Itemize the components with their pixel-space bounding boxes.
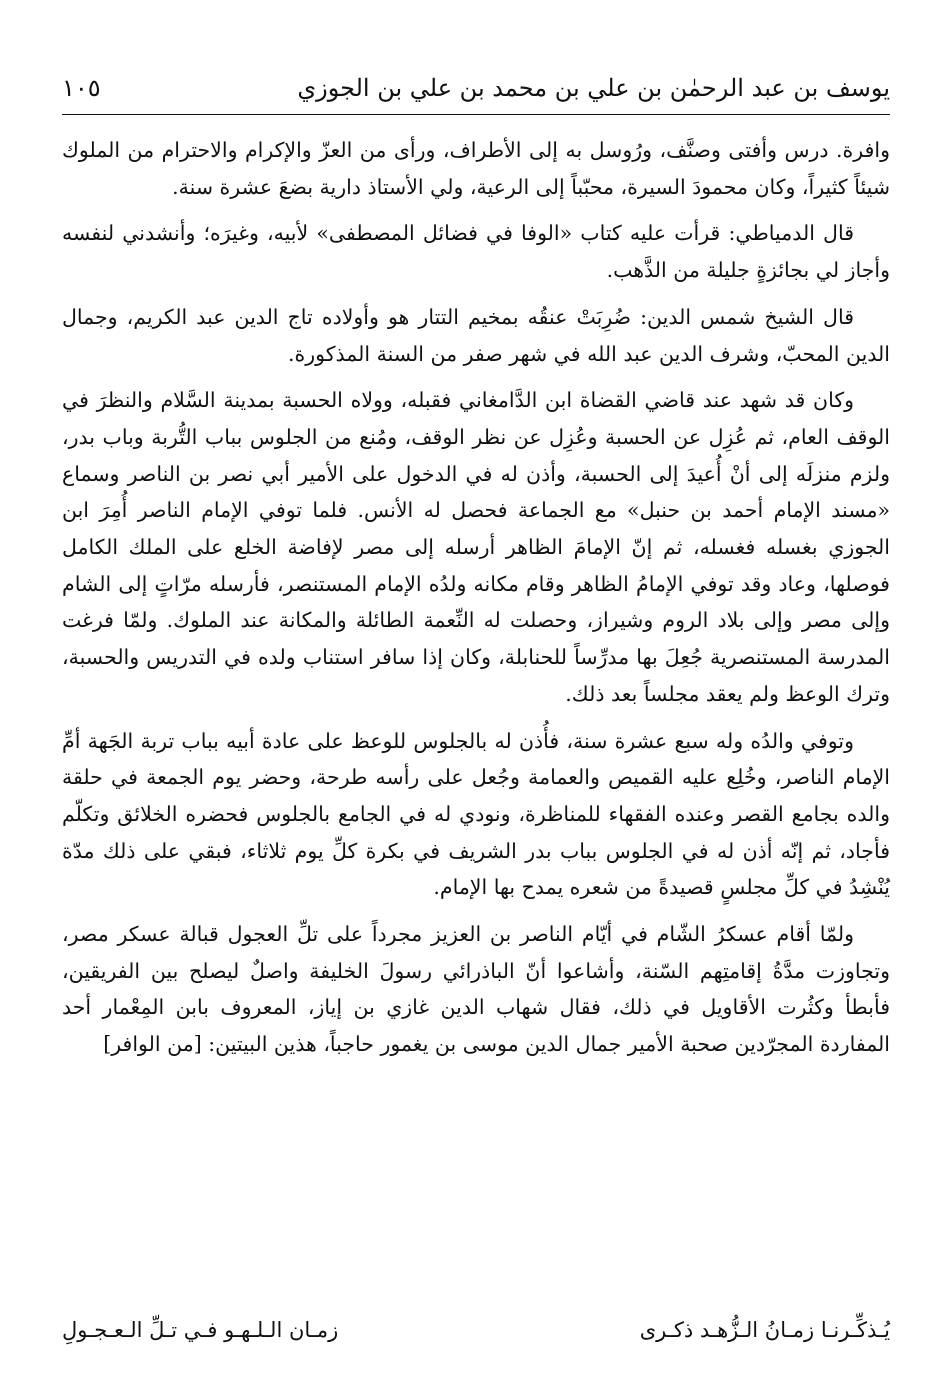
paragraph-father-death: وتوفي والدُه وله سبع عشرة سنة، فأُذن له بالجلوس للوعظ على عادة أبيه بباب تربة الجَهة أمِّ الإمام الناصر، وخُلِع عليه القميص والعمامة وجُعل على رأسه طرحة، وحضر يوم الجمعة في حلقة والده بجامع القصر وعنده الفقهاء للمناظرة، ونودي له في الجامع بالجلوس فحضره الخلائق وتكلّم فأجاد، ثم إنّه أذن له في الجلوس بباب بدر الشريف في بكرة كلِّ يوم ثلاثاء، فبقي على ذلك مدّة يُنْشِدُ في كلِّ مجلسٍ قصيدةً من شعره يمدح بها الإمام. xyxy=(62,728,890,900)
paragraph-career: وكان قد شهد عند قاضي القضاة ابن الدَّامغاني فقبله، وولاه الحسبة بمدينة السَّلام والنظرَ في الوقف العام، ثم عُزِل عن الحسبة وعُزِل عن نظر الوقف، ومُنع من الجلوس بباب التُّربة وباب بدر، ولزم منزلَه إلى أنْ أُعيدَ إلى الحسبة، وأذن له في الدخول على الأمير أبي نصر بن الناصر وسماع «مسند الإمام أحمد بن حنبل» مع الجماعة فحصل له الأنس. فلما توفي الإمام الناصر أُمِرَ ابن الجوزي بغسله فغسله، ثم إنّ الإمامَ الظاهر أرسله إلى مصر لإفاضة الخلع على الملك الكامل فوصلها، وعاد وقد توفي الإمامُ الظاهر وقام مكانه ولدُه الإمام المستنصر، فأرسله مرّاتٍ إلى الشام وإلى مصر وإلى بلاد الروم وشيراز، وحصلت له النِّعمة الطائلة والمكانة عند الملوك. ولمّا فرغت المدرسة المستنصرية جُعِلَ بها مدرِّساً للحنابلة، وكان إذا سافر استناب ولده في التدريس والحسبة، وترك الوعظ ولم يعقد مجلساً بعد ذلك. xyxy=(62,388,890,706)
paragraph-shams-al-din: قال الشيخ شمس الدين: ضُرِبَتْ عنقُه بمخيم التتار هو وأولاده تاج الدين عبد الكريم، وجمال الدين المحبّ، وشرف الدين عبد الله في شهر صفر من السنة المذكورة. xyxy=(62,304,890,366)
running-header xyxy=(62,70,890,106)
paragraph-dimyati: قال الدمياطي: قرأت عليه كتاب «الوفا في فضائل المصطفى» لأبيه، وغيرَه؛ وأنشدني لنفسه وأجاز لي بجائزةٍ جليلة من الذَّهب. xyxy=(62,221,890,283)
header-divider xyxy=(62,114,890,115)
verse-second-hemistich: زمـان الـلـهـو فـي تـلِّ الـعـجـولِ xyxy=(62,1318,339,1342)
paragraph-army-of-sham: ولمّا أقام عسكرُ الشّام في أيّام الناصر بن العزيز مجرداً على تلِّ العجول قبالة عسكر مصر، وتجاوزت مدَّةُ إقامتِهم السّنة، وأشاعوا أنّ الباذرائي رسولَ الخليفة واصلٌ ليصلح بين الفريقين، فأبطأ وكثُرت الأقاويل في ذلك، فقال شهاب الدين غازي بن إياز، المعروف بابن المِعْمار أحد المفاردة المجرّدين صحبة الأمير جمال الدين موسى بن يغمور حاجباً، هذين البيتين: [من الوافر] xyxy=(62,922,890,1057)
paragraph-continuation: وافرة. درس وأفتى وصنَّف، ورُوسل به إلى الأطراف، ورأى من العزّ والإكرام والاحترام من الملوك شيئاً كثيراً، وكان محمودَ السيرة، محبّباً إلى الرعية، ولي الأستاذ دارية بضعَ عشرة سنة. xyxy=(62,138,890,199)
poem-verse xyxy=(62,1310,890,1350)
main-text xyxy=(62,132,890,1073)
page-number: ١٠٥ xyxy=(62,74,101,102)
verse-first-hemistich: يُـذكِّـرنـا زمـانُ الـزُّهـد ذكـرى xyxy=(639,1318,890,1342)
running-title: يوسف بن عبد الرحمٰن بن علي بن محمد بن علي بن الجوزي xyxy=(297,74,890,102)
